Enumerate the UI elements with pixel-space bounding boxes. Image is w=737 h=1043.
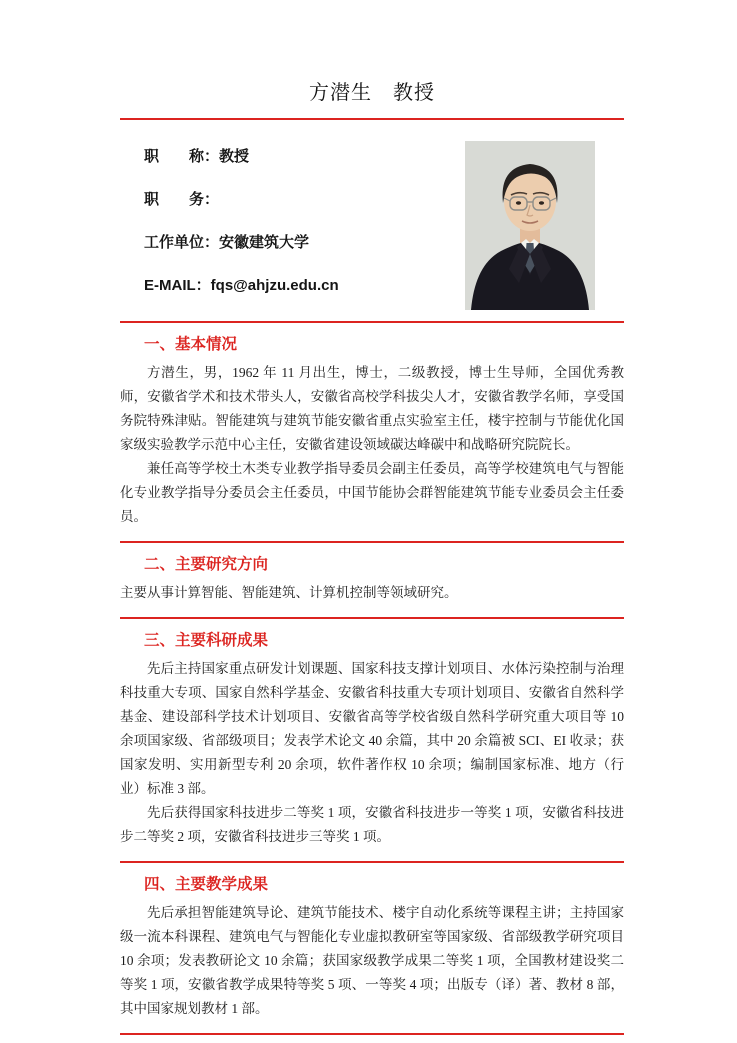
page-title: 方潜生 教授: [309, 82, 435, 104]
field-email-value: fqs@ahjzu.edu.cn: [210, 277, 339, 294]
field-workplace-value: 安徽建筑大学: [219, 234, 310, 251]
field-job-title: [144, 147, 339, 167]
section-research-directions: [120, 543, 624, 617]
section-basic-info: [120, 323, 624, 541]
section-teaching-achievements-heading: 四、主要教学成果: [144, 876, 269, 893]
field-job-title-value: 教授: [219, 148, 250, 165]
section-paragraph: 主要从事计算智能、智能建筑、计算机控制等领域研究。: [120, 585, 458, 600]
section-paragraph: 先后承担智能建筑导论、建筑节能技术、楼宇自动化系统等课程主讲；主持国家级一流本科课程、建筑电气与智能化专业虚拟教研室等国家级、省部级教学研究项目 10 余项；发表教研论文 10 余篇；获国家级教学成果二等奖 1 项，全国教材建设奖二等奖 1 项，安徽省教学成果特等奖 5 项、一等奖 4 项；出版专（译）著、教材 8 部，其中国家规划教材 1 部。: [120, 905, 624, 1016]
section-paragraph: 先后主持国家重点研发计划课题、国家科技支撑计划项目、水体污染控制与治理科技重大专项、国家自然科学基金、安徽省科技重大专项计划项目、安徽省自然科学基金、建设部科学技术计划项目、安徽省高等学校省级自然科学研究重大项目等 10 余项国家级、省部级项目；发表学术论文 40 余篇，其中 20 余篇被 SCI、EI 收录；获国家发明、实用新型专利 20 余项，软件著作权 10 余项；编制国家标准、地方（行业）标准 3 部。: [120, 661, 624, 796]
section-paragraph: 先后获得国家科技进步二等奖 1 项，安徽省科技进步一等奖 1 项，安徽省科技进步二等奖 2 项，安徽省科技进步三等奖 1 项。: [120, 805, 624, 844]
section-research-achievements: [120, 619, 624, 861]
section-basic-info-heading: 一、基本情况: [144, 336, 238, 353]
profile-photo: [465, 141, 595, 310]
field-position: [144, 190, 339, 210]
field-position-label: 职 务：: [144, 191, 220, 208]
field-workplace-label: 工作单位：: [144, 234, 220, 251]
section-paragraph: 兼任高等学校土木类专业教学指导委员会副主任委员，高等学校建筑电气与智能化专业教学指导分委员会主任委员，中国节能协会群智能建筑节能专业委员会主任委员。: [120, 461, 624, 524]
section-research-directions-heading: 二、主要研究方向: [144, 556, 269, 573]
field-job-title-label: 职 称：: [144, 148, 220, 165]
field-workplace: [144, 233, 339, 253]
section-teaching-achievements: [120, 863, 624, 1033]
profile-fields: [120, 141, 339, 296]
field-email: [144, 276, 339, 296]
bottom-divider: [120, 1033, 624, 1035]
profile-header: [120, 120, 624, 321]
field-email-label: E-MAIL：: [144, 277, 211, 294]
section-paragraph: 方潜生，男，1962 年 11 月出生，博士，二级教授，博士生导师，全国优秀教师，安徽省学术和技术带头人，安徽省高校学科拔尖人才，安徽省教学名师，享受国务院特殊津贴。智能建筑与建筑节能安徽省重点实验室主任，楼宇控制与节能优化国家级实验教学示范中心主任，安徽省建设领域碳达峰碳中和战略研究院院长。: [120, 365, 624, 452]
section-research-achievements-heading: 三、主要科研成果: [144, 632, 269, 649]
